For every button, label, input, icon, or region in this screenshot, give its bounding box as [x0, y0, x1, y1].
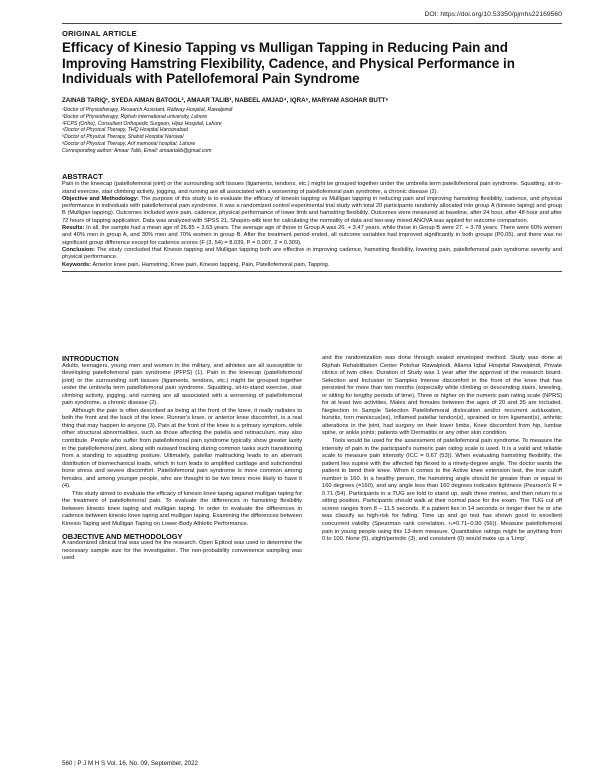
abstract-intro: Pain in the kneecap (patellofemoral joint) or the surrounding soft tissues (ligaments, tendons, etc.) might be grouped together under the umbrella term patellofemoral pain syndrome. Squatting, sit-to-stand exercise, stair climbing activity, jogging, and running are all associated with a worsening of patellofemoral pain syndrome, a chronic disease (2). [62, 181, 562, 195]
article-type: ORIGINAL ARTICLE [62, 29, 137, 38]
results-text: In all, the sample had a mean age of 26.85 + 3.63 years. The average age of those in Group A was 26. + 3.47 years, while those in Group B were 27. + 3.78 years. There were 60% women and 40% men in group A, and 30% men and 70% women in group B. After the treatment period ended, all outcome variables had improved significantly in both groups (P0.05), and there was no significant group difference except for cadence scores (F (3, 54) = 8.039, P = 0.007, 2 = 0.309). [62, 225, 562, 246]
affiliation-6: ⁶Doctor of Physical Therapy, Arif memorial hospital, Lahore [62, 140, 196, 147]
abstract-heading: ABSTRACT [62, 172, 103, 181]
conclusion-text: The study concluded that Kinesio tapping and Mulligan tapping both are effective in improving cadence, hamstring flexibility, lowering pain, patellofemoral pain syndrome severity and physical performance. [62, 246, 563, 261]
header-divider [62, 23, 562, 24]
methods-paragraph-3: Tools would be used for the assessment of patellofemoral pain syndrome. To measure the intensity of pain in the participant's numeric pain rating scale is used. It is a valid and reliable scale to measure pain intensity (ICC = 0.67 (53)). When evaluating hamstring flexibility, the patient lies supine with the affected hip flexed to a ninety-degree angle. The doctor wants the patient to bend their knee. When it comes to the Active knee extension test, the true cutoff number is 160. In a healthy person, the hamstring angle should be greater than or equal to 160 degrees (=160), and any angle less than 160 degrees indicates tightness (Pearson's R = 0.71 (54). Participants in a TUG are told to stand up, walk three metres, and then return to a sitting position. Participants should walk at their normal pace for the exam. The TUG cut off scores ranges from 8 – 11.5 seconds. If a patient lies in 14 seconds or longer then he or she was classify as high-risk for falling. Time up and go test has shown good to excellent concurrent validity (Spearman rank correlation, rₛ=0.71–0.90 (56)). Measure patellofemoral pain in young people using this 13-item measure. Quantitative ratings might be anything from 0 to 100. None (5), slight/periodic (3), and consistent (0) would make up a 'Limp' [322, 438, 562, 543]
methods-heading: OBJECTIVE AND METHODOLOGY [62, 531, 183, 541]
corresponding-author: Corresponding author: Amaar Talib, Email: amaartalib@gmail.com [62, 147, 212, 154]
affiliation-2: ²Doctor of Physiotherapy, Riphah international university, Lahore [62, 113, 208, 120]
footer-separator: | [74, 760, 78, 767]
paper-title: Efficacy of Kinesio Tapping vs Mulligan Tapping in Reducing Pain and Improving Hamstring Flexibility, Cadence, and Physical Performance in Individuals with Patellofemoral Pain Syndrome [62, 40, 515, 87]
abstract-objective [62, 196, 562, 225]
affiliation-1: ¹Doctor of Physiotherapy, Research Assistant, Railway Hospital, Rawalpindi [62, 107, 233, 113]
introduction-heading: INTRODUCTION [62, 354, 119, 363]
journal-citation: P J M H S Vol. 16, No. 09, September, 2022 [77, 760, 198, 767]
affiliations [62, 107, 562, 155]
right-column [322, 355, 562, 544]
page-number: 560 [62, 760, 73, 767]
keywords-text: Anterior knee pain, Hamstring, Knee pain, Kinesio tapping, Pain, Patellofemoral pain, Tapping. [92, 261, 330, 268]
methods-paragraph-1: A randomized clinical trial was used for the research. Open Epitool was used to determine the necessary sample size for the investigation. The non-probability convenience sampling was used [62, 540, 302, 562]
affiliation-4: ⁴Doctor of Physical Therapy, THQ Hospital Haroonabad [62, 127, 188, 134]
affiliation-5: ⁵Doctor of Physical Therapy, Shahid Hospital Narowal [62, 134, 184, 141]
abstract-keywords [62, 262, 562, 272]
doi-link[interactable]: DOI: https://doi.org/10.53350/pjmhs22169560 [424, 11, 562, 18]
intro-paragraph-1: Adults, teenagers, young men and women in the military, and athletes are all susceptible to developing patellofemoral pain syndrome (PFPS) (1). Pain in the kneecap (patellofemoral joint) or the surrounding soft tissues (ligaments, tendons, etc.) might be grouped together under the umbrella term patellofemoral pain syndrome. Squatting, sit-to-stand exercise, stair climbing activity, jogging, and running are all associated with a worsening of patellofemoral pain syndrome, a chronic disease (2). [62, 362, 302, 407]
affiliation-3: ³FCPS (Ortho), Consultant Orthopedic Surgeon, Hijaz Hospital, Lahore [62, 120, 222, 127]
objective-label: Objective and Methodology: [62, 195, 139, 202]
author-list: ZAINAB TARIQ¹, SYEDA AIMAN BATOOL², AMAAR TALIB³, NABEEL AMJAD⁴, IQRA⁵, MARYAM ASGHAR BUTT⁶ [62, 97, 389, 104]
abstract-section [62, 173, 562, 272]
intro-paragraph-3: This study aimed to evaluate the efficacy of kinesio knee taping against mulligan taping for the treatment of patellofemoral pain. To evaluate the differences in hamstring flexibility between kinesio knee taping and mulligan taping. In order to evaluate the differences in cadence between kinesio knee taping and mulligan taping. Examining the differences between Kinesio Taping and Mulligan Taping on Lower-Body Athletic Performance. [62, 490, 302, 528]
left-column [62, 355, 302, 563]
abstract-conclusion [62, 247, 562, 262]
abstract-results [62, 225, 562, 247]
results-label: Results: [62, 225, 85, 232]
conclusion-label: Conclusion: [62, 246, 95, 253]
keywords-label: Keywords: [62, 261, 92, 268]
page-footer [62, 760, 198, 767]
objective-text: The purpose of this study is to evaluate the efficacy of kinesio tapping vs Mulligan tapping in reducing pain and improving hamstring flexibility, cadence, and physical performance in individuals with patellofemoral pain syndrome. It was a randomized control experimental trial study with total 20 participants randomly allocated into group A (kinesio taping) and group B (Mulligan tapping). Outcomes included were pain, cadence, physical performance of lower limb and hamstring flexibility. Outcomes were measured at baseline, after 24 hour, after 48 hour and after 72 hours of tapping application. Data was analyzed with SPSS 21, Shapiro-wilk test for calculating the normality of data and two-way mixed ANOVA was applied for outcome comparison. [62, 195, 562, 224]
methods-paragraph-2: and the randomization was done through sealed enveloped method. Study was done at Riphah Rehabilitation Center Potohar Rawalpindi, Allama Iqbal Hospital Rawalpindi, Private clinics of twin cities. Duration of Study was 1 year after the approval of the research board. Selection and Inclusion in Samples Intense discomfort in the front of the knee that has persisted for more than two months (especially while climbing or descending stairs, kneeling, or sitting for lengthy periods of time), Three or higher on the numeric pain rating scale (NPRS) for at least two activities, Males and females between the ages of 20 and 35 are included. Neglection in Sample Selection Patellofemoral dislocation and/or recurrent subluxation, bursitis, torn meniscus(es), inflamed patellar tendon(s), sprained or torn ligament(s), arthritic alterations in the joint, had surgery on their lower limbs, Knee discomfort from hip, lumbar spine, or ankle joints; patients with Dermatitis or any other skin condition. [322, 355, 562, 437]
intro-paragraph-2: Although the pain is often described as being at the front of the knee, it really radiates to both the front and the back of the knee. Runner's knee, or anterior knee discomfort, is a real thing that may happen to anyone (3). Pain at the front of the knee is a primary symptom, while other structural abnormalities, such as those affecting the patella and retinaculum, may also contribute. People who suffer from patellofemoral pain syndrome typically show greater laxity in the patellofemoral joint, along with outward tracking during common tasks such transitioning from a standing to squatting posture. Ultimately, patellar maltracking leads to an aberrant distribution of biomechanical loads, which in turn leads to amplified cartilage and subchondral bone stress and severe discomfort. Patellofemoral pain syndrome is more common among females, and among younger people, who are thought to be two times more likely to have it (4). [62, 407, 302, 490]
